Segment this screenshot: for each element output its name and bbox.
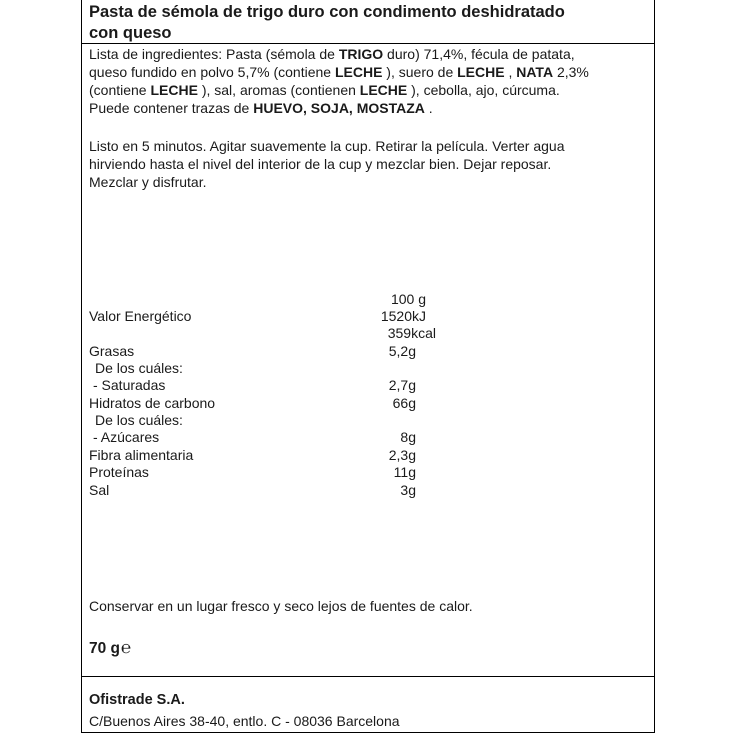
product-title xyxy=(89,2,565,44)
instructions-line-3: Mezclar y disfrutar. xyxy=(89,174,207,190)
instructions-line-1: Listo en 5 minutos. Agitar suavemente la cup. Retirar la película. Verter agua xyxy=(89,138,565,154)
nutrient-label: Fibra alimentaria xyxy=(89,447,194,463)
allergen-traces: HUEVO, SOJA, MOSTAZA xyxy=(253,100,425,116)
net-weight xyxy=(89,638,131,658)
nutrient-value: 2,7g xyxy=(388,377,416,393)
allergen-trigo: TRIGO xyxy=(338,46,384,62)
instructions-block xyxy=(89,137,565,191)
energy-label: Valor Energético xyxy=(89,308,192,324)
nutrient-label: Grasas xyxy=(89,343,135,359)
instructions-line-2: hirviendo hasta el nivel del interior de la cup y mezclar bien. Dejar reposar. xyxy=(89,156,552,172)
company-address: C/Buenos Aires 38-40, entlo. C - 08036 Barcelona xyxy=(89,713,400,729)
nutrient-value: 11g xyxy=(393,464,416,480)
nutrient-label: - Azúcares xyxy=(93,429,160,445)
nutrient-value: 5,2g xyxy=(388,343,416,359)
ingredients-block xyxy=(89,45,589,117)
storage-text: Conservar en un lugar fresco y seco lejos de fuentes de calor. xyxy=(89,598,473,614)
ingredients-line-1: Lista de ingredientes: Pasta (sémola de TRIGO duro) 71,4%, fécula de patata, xyxy=(89,46,575,62)
nutrient-value: 2,3g xyxy=(388,447,416,463)
energy-kcal: 359kcal xyxy=(387,325,436,341)
nutrient-label: De los cuáles: xyxy=(95,360,183,376)
ingredients-line-4: Puede contener trazas de HUEVO, SOJA, MOSTAZA . xyxy=(89,100,433,116)
product-title-line1: Pasta de sémola de trigo duro con condimento deshidratado xyxy=(89,3,565,21)
estimated-sign-icon: ℮ xyxy=(121,638,132,657)
title-divider xyxy=(82,43,654,44)
nutrient-value: 66g xyxy=(392,395,416,411)
nutrient-value: 3g xyxy=(400,482,416,498)
nutrient-label: Proteínas xyxy=(89,464,149,480)
nutrient-label: - Saturadas xyxy=(93,377,166,393)
nutrient-label: Sal xyxy=(89,482,110,498)
company-name: Ofistrade S.A. xyxy=(89,692,185,708)
nutrition-header: 100 g xyxy=(390,291,426,307)
nutrient-value: 8g xyxy=(400,429,416,445)
allergen-leche: LECHE xyxy=(150,82,198,98)
product-title-line2: con queso xyxy=(89,24,172,42)
nutrient-label: Hidratos de carbono xyxy=(89,395,216,411)
ingredients-line-3: (contiene LECHE ), sal, aromas (contienen LECHE ), cebolla, ajo, cúrcuma. xyxy=(89,82,560,98)
nutrient-label: De los cuáles: xyxy=(95,412,183,428)
allergen-leche: LECHE xyxy=(334,64,383,80)
ingredients-line-2: queso fundido en polvo 5,7% (contiene LECHE ), suero de LECHE , NATA 2,3% xyxy=(89,64,589,80)
energy-kj: 1520kJ xyxy=(380,308,426,324)
footer-divider xyxy=(82,676,654,677)
net-weight-value: 70 g xyxy=(89,640,121,657)
allergen-leche: LECHE xyxy=(359,82,408,98)
allergen-nata: NATA xyxy=(516,64,554,80)
allergen-leche: LECHE xyxy=(457,64,505,80)
